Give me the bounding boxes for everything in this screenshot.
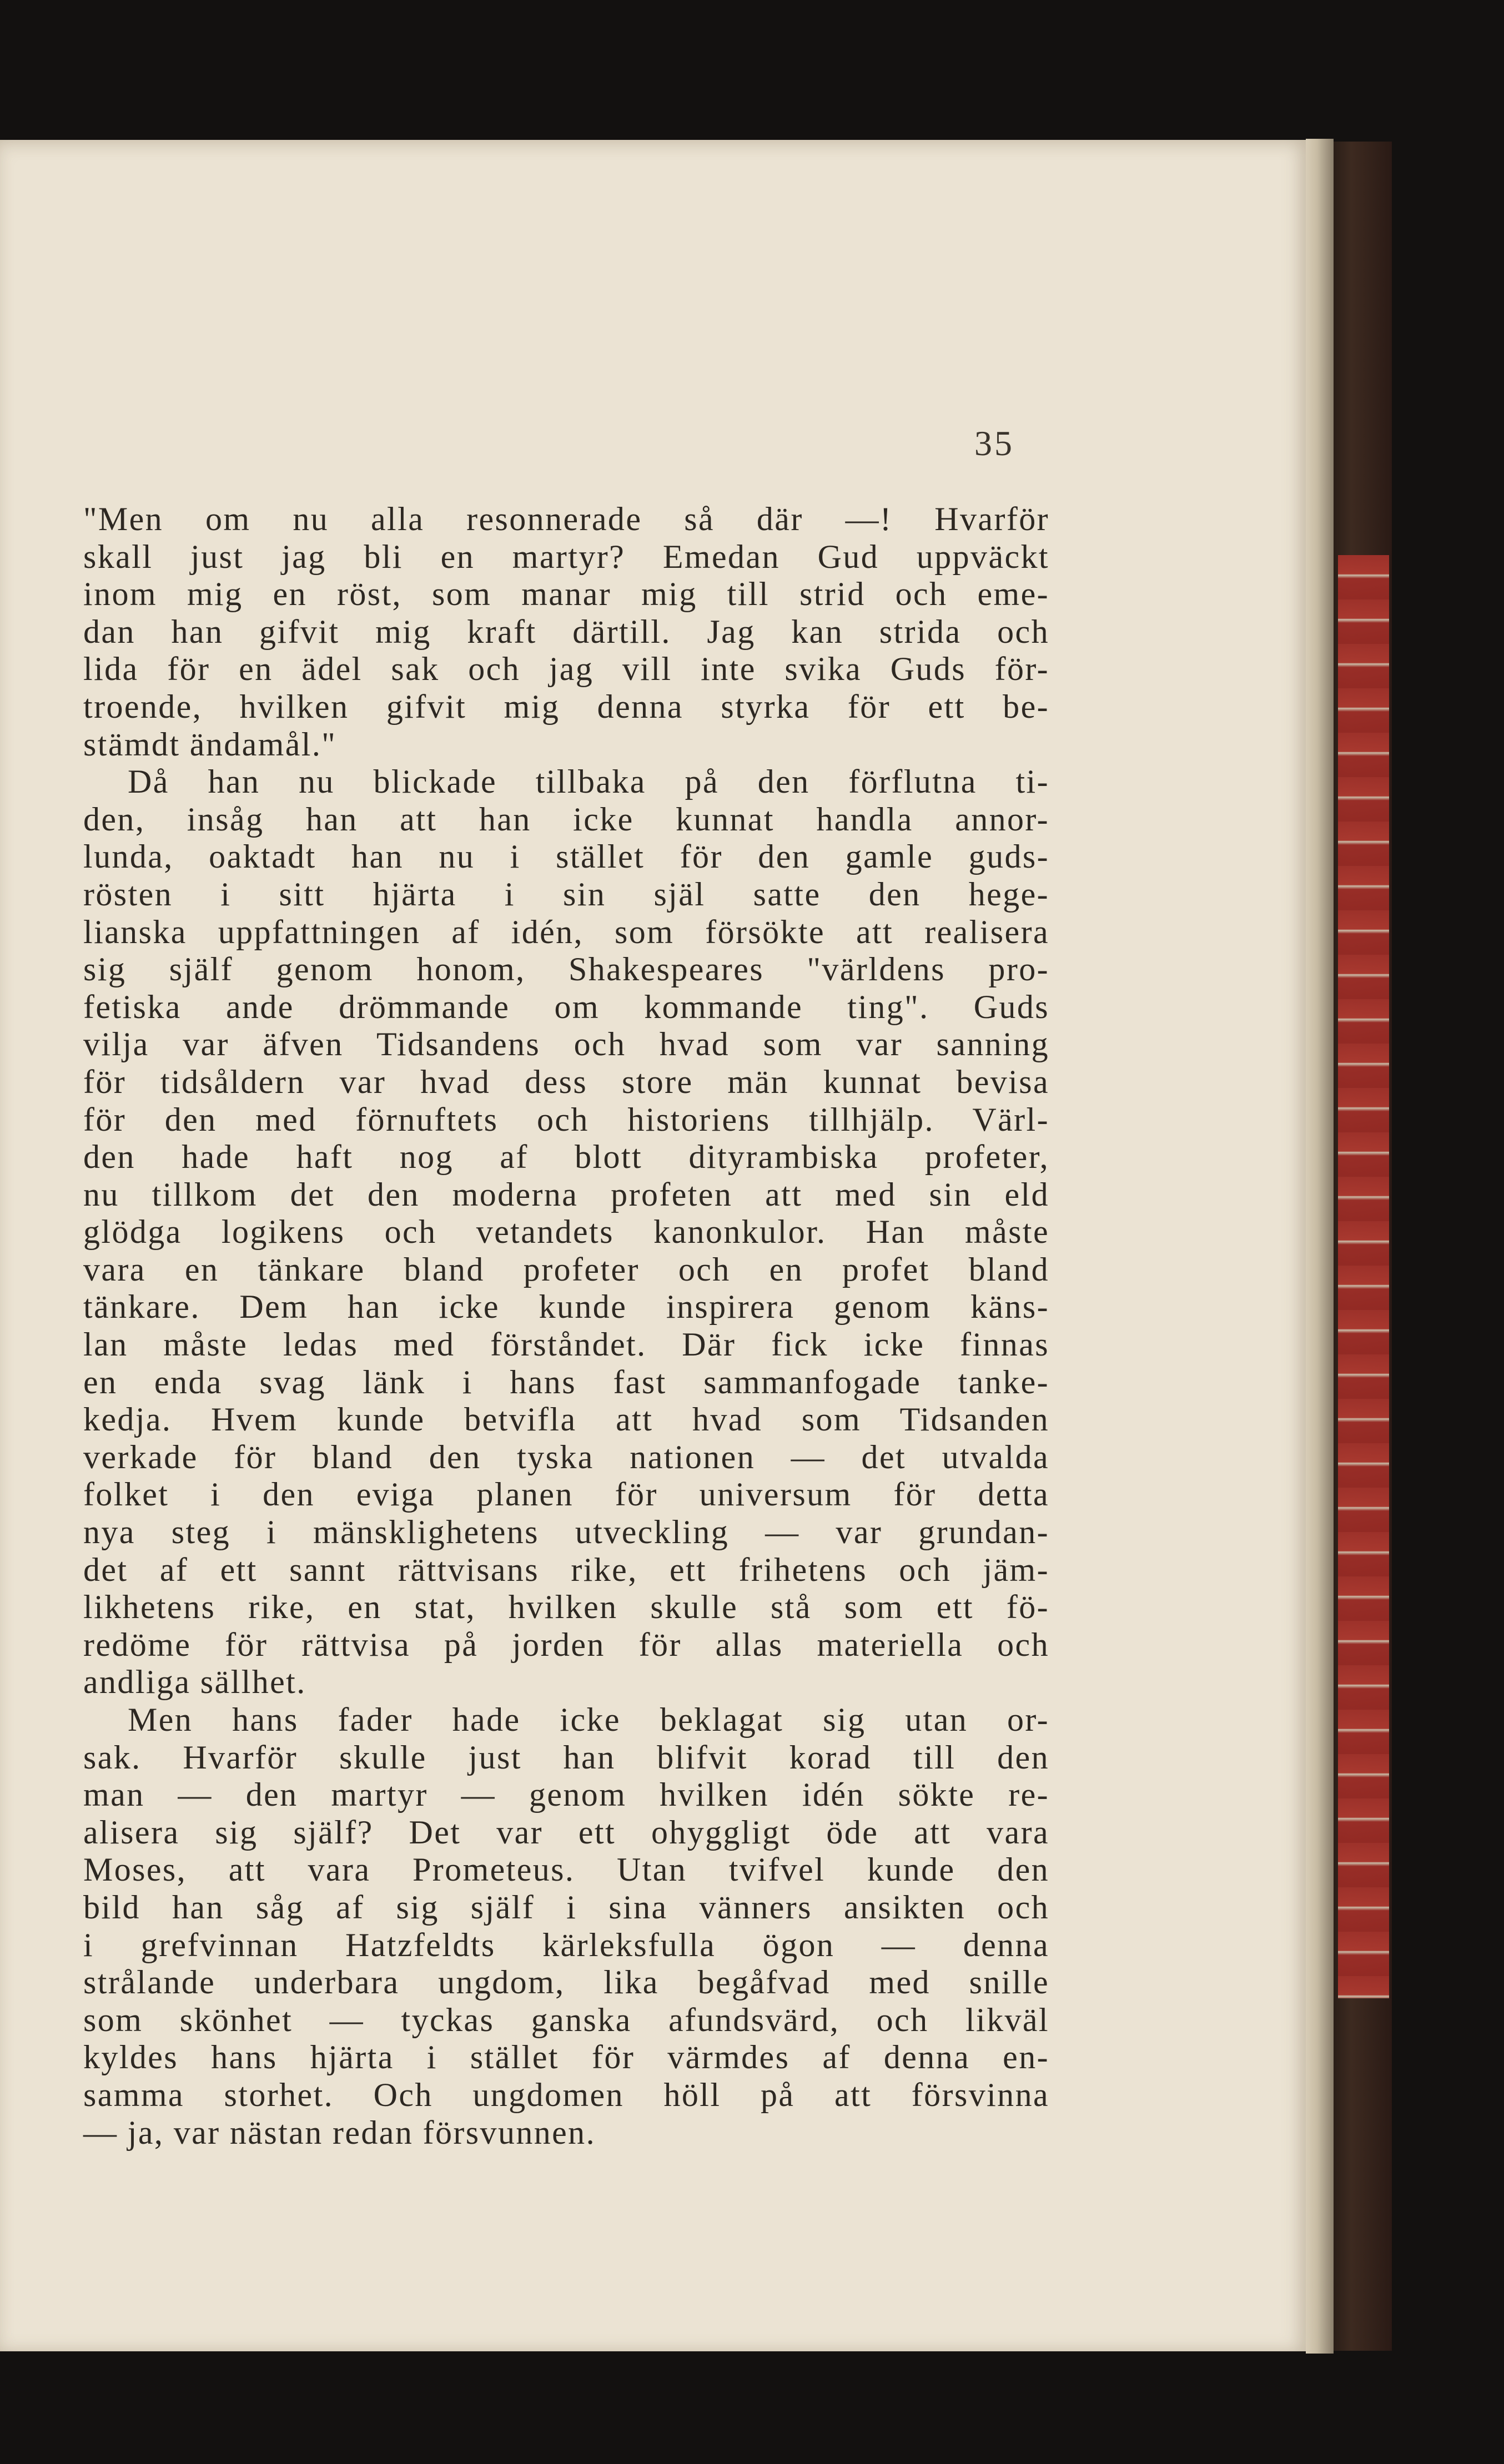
text-line: samma storhet. Och ungdomen höll på att försvinna [83, 2076, 1049, 2113]
text-line: alisera sig själf? Det var ett ohyggligt öde att vara [83, 1813, 1049, 1851]
text-line: som skönhet — tyckas ganska afundsvärd, och likväl [83, 2001, 1049, 2038]
text-line: dan han gifvit mig kraft därtill. Jag kan strida och [83, 613, 1049, 650]
text-line: den hade haft nog af blott dityrambiska profeter, [83, 1138, 1049, 1176]
text-line: glödga logikens och vetandets kanonkulor. Han måste [83, 1213, 1049, 1251]
text-line: Moses, att vara Prometeus. Utan tvifvel kunde den [83, 1851, 1049, 1888]
text-line: det af ett sannt rättvisans rike, ett frihetens och jäm- [83, 1551, 1049, 1588]
text-line: redöme för rättvisa på jorden för allas materiella och [83, 1626, 1049, 1663]
text-line: bild han såg af sig själf i sina vänners ansikten och [83, 1888, 1049, 1926]
text-line: vara en tänkare bland profeter och en profet bland [83, 1251, 1049, 1288]
book-page [0, 140, 1306, 2351]
text-line: folket i den eviga planen för universum för detta [83, 1476, 1049, 1513]
text-line: nya steg i mänsklighetens utveckling — var grundan- [83, 1514, 1049, 1551]
text-line: strålande underbara ungdom, lika begåfvad med snille [83, 1964, 1049, 2001]
text-line: lida för en ädel sak och jag vill inte svika Guds för- [83, 651, 1049, 688]
text-line: likhetens rike, en stat, hvilken skulle stå som ett fö- [83, 1589, 1049, 1626]
text-line: sak. Hvarför skulle just han blifvit korad till den [83, 1739, 1049, 1776]
page-edge [1306, 139, 1334, 2354]
page-number: 35 [974, 424, 1014, 463]
text-line: Men hans fader hade icke beklagat sig utan or- [128, 1701, 1049, 1738]
text-line: kedja. Hvem kunde betvifla att hvad som Tidsanden [83, 1401, 1049, 1438]
text-line: troende, hvilken gifvit mig denna styrka för ett be- [83, 688, 1049, 725]
text-line: lunda, oaktadt han nu i stället för den gamle guds- [83, 838, 1049, 875]
body-text [83, 501, 1049, 2151]
text-line: "Men om nu alla resonnerade så där —! Hvarför [83, 501, 1049, 537]
text-line: fetiska ande drömmande om kommande ting". Guds [83, 988, 1049, 1025]
text-line: för den med förnuftets och historiens tillhjälp. Värl- [83, 1101, 1049, 1138]
text-line: sig själf genom honom, Shakespeares "världens pro- [83, 951, 1049, 988]
text-line: nu tillkom det den moderna profeten att med sin eld [83, 1176, 1049, 1213]
text-line: för tidsåldern var hvad dess store män kunnat bevisa [83, 1063, 1049, 1100]
text-line: stämdt ändamål." [83, 725, 337, 763]
text-line: — ja, var nästan redan försvunnen. [83, 2114, 596, 2151]
text-line: lianska uppfattningen af idén, som försökte att realisera [83, 913, 1049, 950]
text-line: den, insåg han att han icke kunnat handla annor- [83, 800, 1049, 838]
spine-decoration [1338, 555, 1389, 1998]
text-line: rösten i sitt hjärta i sin själ satte den hege- [83, 875, 1049, 913]
text-line: kyldes hans hjärta i stället för värmdes af denna en- [83, 2039, 1049, 2076]
text-line: en enda svag länk i hans fast sammanfogade tanke- [83, 1363, 1049, 1400]
text-line: andliga sällhet. [83, 1664, 306, 1701]
text-line: i grefvinnan Hatzfeldts kärleksfulla ögon — denna [83, 1926, 1049, 1963]
text-line: lan måste ledas med förståndet. Där fick icke finnas [83, 1326, 1049, 1363]
text-line: Då han nu blickade tillbaka på den förflutna ti- [128, 763, 1049, 800]
text-line: tänkare. Dem han icke kunde inspirera genom käns- [83, 1288, 1049, 1326]
text-line: man — den martyr — genom hvilken idén sökte re- [83, 1776, 1049, 1813]
text-line: skall just jag bli en martyr? Emedan Gud uppväckt [83, 538, 1049, 575]
text-line: inom mig en röst, som manar mig till strid och eme- [83, 576, 1049, 613]
text-line: vilja var äfven Tidsandens och hvad som var sanning [83, 1026, 1049, 1063]
text-line: verkade för bland den tyska nationen — det utvalda [83, 1438, 1049, 1475]
